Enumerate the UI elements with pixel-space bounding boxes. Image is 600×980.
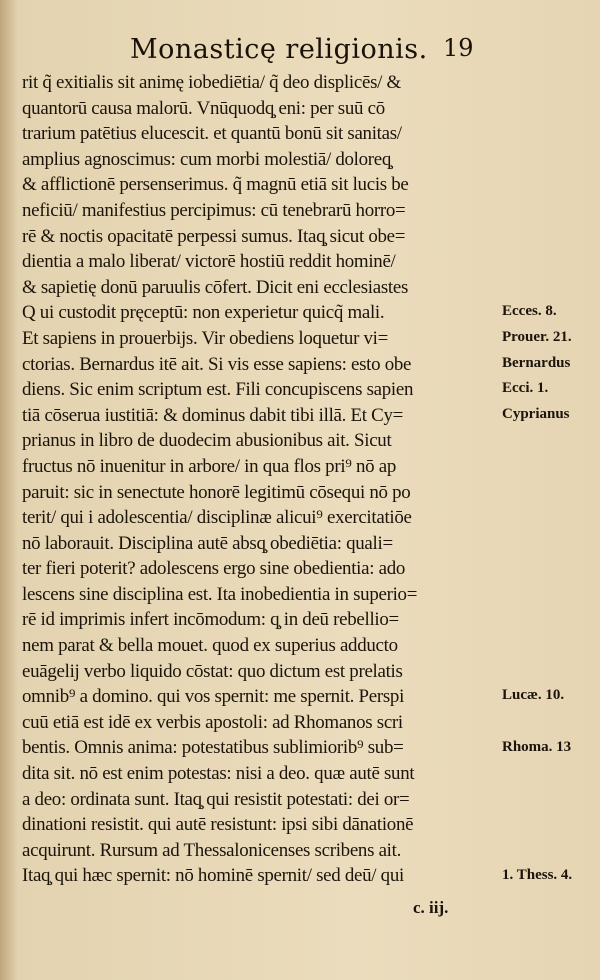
text-line: fructus nō inuenitur in arbore/ in qua flos pri⁹ nō ap [22,455,397,477]
text-line: ter fieri poterit? adolescens ergo sine obedientia: ado [22,558,406,580]
text-line: rē & noctis opacitatē perpessi sumus. Itaq̧ sicut obe= [22,225,406,247]
text-line: omnib⁹ a domino. qui vos spernit: me spernit. Perspi [22,686,405,708]
margin-note: Ecci. 1. [502,380,549,397]
text-line: paruit: sic in senectute honorē legitimū cōsequi nō po [22,481,411,503]
margin-note: 1. Thess. 4. [502,866,573,883]
margin-note: Cyprianus [502,405,570,422]
main-text-block [22,70,500,889]
text-line: nō laborauit. Disciplina autē absq̧ obediētia: quali= [22,532,393,554]
text-line: dinationi resistit. qui autē resistunt: ipsi sibi dānationē [22,814,414,836]
text-line: cuū etiā est idē ex verbis apostoli: ad Rhomanos scri [22,711,403,733]
text-line: rē id imprimis infert incōmodum: q̧ in deū rebellio= [22,609,399,631]
signature-mark: c. iij. [413,898,449,917]
text-line: euāgelij verbo liquido cōstat: quo dictum est prelatis [22,660,403,682]
text-line: tiā cōserua iustitiā: & dominus dabit tibi illā. Et Cy= [22,404,404,426]
margin-note: Ecces. 8. [502,303,557,320]
text-line: & afflictionē persenserimus. q̃ magnū etiā sit lucis be [22,174,409,196]
text-line: trarium patētius elucescit. et quantū bonū sit sanitas/ [22,123,402,145]
text-line: Q ui custodit pręceptū: non experietur quicq̃ mali. [22,302,385,324]
text-line: dientia a malo liberat/ victorē hostiū reddit hominē/ [22,251,396,273]
text-line: Et sapiens in prouerbijs. Vir obediens loquetur vi= [22,327,388,349]
text-line: lescens sine disciplina est. Ita inobedientia in superio= [22,583,418,605]
margin-note: Prouer. 21. [502,329,572,345]
text-line: nem parat & bella mouet. quod ex superius adducto [22,635,398,657]
text-line: neficiū/ manifestius percipimus: cū tenebrarū horro= [22,199,406,221]
text-line: bentis. Omnis anima: potestatibus sublimiorib⁹ sub= [22,737,404,759]
page-header [0,34,600,70]
text-line: Itaq̧ qui hæc spernit: nō hominē spernit/ sed deū/ qui [22,865,404,887]
text-line: terit/ qui i adolescentia/ disciplinæ alicui⁹ exercitatiōe [22,507,412,529]
text-line: dita sit. nō est enim potestas: nisi a deo. quæ autē sunt [22,763,415,785]
text-line: acquirunt. Rursum ad Thessalonicenses scribens ait. [22,839,402,861]
margin-note: Bernardus [502,354,571,371]
margin-note: Lucæ. 10. [502,687,565,704]
text-line: a deo: ordinata sunt. Itaq̧ qui resistit potestati: dei or= [22,788,410,810]
text-line: & sapietię donū paruulis cōfert. Dicit eni ecclesiastes [22,276,409,298]
text-line: quantorū causa malorū. Vnūquodq̧ eni: per suū cō [22,97,385,119]
margin-note: Rhoma. 13 [502,738,572,755]
text-line: diens. Sic enim scriptum est. Fili concupiscens sapien [22,379,414,401]
folio-number: 19 [443,34,474,62]
text-line: prianus in libro de duodecim abusionibus ait. Sicut [22,430,392,452]
text-line: ctorias. Bernardus itē ait. Si vis esse sapiens: esto obe [22,353,412,375]
text-line: amplius agnoscimus: cum morbi molestiā/ doloreq̧ [22,148,392,170]
running-title: Monasticę religionis. [130,34,428,65]
text-line: rit q̃ exitialis sit animę iobediētia/ q̃ deo displicēs/ & [22,72,401,93]
